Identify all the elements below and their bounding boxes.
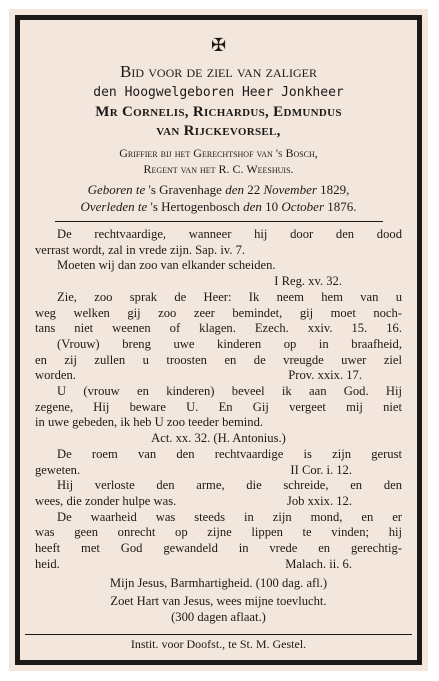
verse-line: weg welken gij zoo zeer bemindet, gij moet noch-	[35, 305, 402, 320]
verse-line-split	[35, 463, 402, 479]
verse-text: geweten.	[35, 462, 81, 477]
birth-mid: den	[225, 182, 244, 197]
verse-line: zegene, Hij beware U. En Gij vergeet mij niet	[35, 399, 402, 414]
birth-year: 1829,	[320, 182, 350, 197]
birth-prefix: Geboren te	[87, 182, 146, 197]
deceased-name-line-2: van Rijckevorsel,	[156, 123, 281, 139]
footer-divider	[25, 634, 412, 635]
verse-line: De rechtvaardige, wanneer hij door den dood	[57, 227, 402, 241]
verse-line: was geen onrecht op zijne lippen te vinden; hij	[35, 525, 402, 540]
death-prefix: Overleden te	[80, 199, 148, 214]
prayer-line: Zoet Hart van Jesus, wees mijne toevlucht.	[110, 594, 327, 609]
verse-line: en zij zullen u troosten en de vreugde uwer ziel	[35, 352, 402, 367]
birth-place: 's Gravenhage	[148, 182, 222, 197]
death-mid: den	[243, 199, 262, 214]
death-month: October	[281, 199, 325, 214]
prayer-line: Mijn Jesus, Barmhartigheid. (100 dag. afl.)	[109, 576, 328, 591]
role-line-1: Griffier bij het Gerechtshof van 's Bosch,	[119, 146, 318, 160]
verse-text: wees, die zonder hulpe was.	[35, 493, 177, 508]
verse-reference: I Reg. xv. 32.	[274, 274, 342, 289]
verse-line: Zie, zoo sprak de Heer: Ik neem hem van u	[57, 289, 402, 304]
birth-month: November	[263, 182, 317, 197]
printer-imprint: Instit. voor Doofst., te St. M. Gestel.	[130, 637, 307, 651]
verses	[35, 227, 402, 626]
verse-reference: Job xxix. 12.	[286, 493, 352, 508]
death-place: 's Hertogenbosch	[150, 199, 240, 214]
verse-line: Moeten wij dan zoo van elkander scheiden.	[57, 258, 276, 273]
verse-reference: Act. xx. 32. (H. Antonius.)	[151, 431, 286, 446]
card-subtitle: den Hoogwelgeboren Heer Jonkheer	[93, 85, 344, 100]
verse-line: U (vrouw en kinderen) beveel ik aan God. Hij	[57, 384, 402, 399]
cross-icon: ✠	[210, 35, 227, 55]
verse-line-split	[35, 494, 402, 510]
death-line	[35, 198, 402, 215]
death-day: 10	[265, 199, 279, 214]
verse-line: in uwe gebeden, ik heb U zoo teeder bemind.	[35, 415, 264, 430]
verse-reference: Malach. ii. 6.	[285, 556, 352, 571]
card-title: Bid voor de ziel van zaliger	[119, 62, 317, 81]
verse-line: verrast wordt, zal in vrede zijn. Sap. iv. 7.	[35, 242, 246, 257]
verse-text: worden.	[35, 368, 76, 383]
death-year: 1876.	[327, 199, 357, 214]
birth-day: 22	[247, 182, 261, 197]
verse-line: heeft met God gewandeld in vrede en gerechtig-	[35, 541, 402, 556]
verse-line: (Vrouw) breng uwe kinderen op in braafheid,	[57, 336, 402, 351]
role-line-2: Regent van het R. C. Weeshuis.	[143, 162, 294, 176]
memorial-card	[9, 9, 428, 671]
verse-line-split	[35, 557, 402, 573]
verse-reference: Prov. xxix. 17.	[288, 368, 362, 383]
indulgence-note: (300 dagen aflaat.)	[171, 609, 266, 624]
card-content	[35, 35, 402, 626]
verse-line: tans niet weenen of klagen. Ezech. xxiv. 15. 16.	[35, 321, 402, 336]
birth-line	[35, 181, 402, 198]
verse-line-split	[35, 368, 402, 384]
verse-reference: II Cor. i. 12.	[290, 462, 352, 477]
verse-line: De waarheid was steeds in zijn mond, en er	[57, 509, 402, 524]
verse-text: heid.	[35, 556, 60, 571]
verse-line: De roem van den rechtvaardige is zijn gerust	[57, 446, 402, 461]
deceased-name-line-1: Mr Cornelis, Richardus, Edmundus	[95, 104, 342, 120]
verse-line: Hij verloste den arme, die schreide, en den	[57, 478, 402, 493]
divider	[55, 221, 383, 222]
